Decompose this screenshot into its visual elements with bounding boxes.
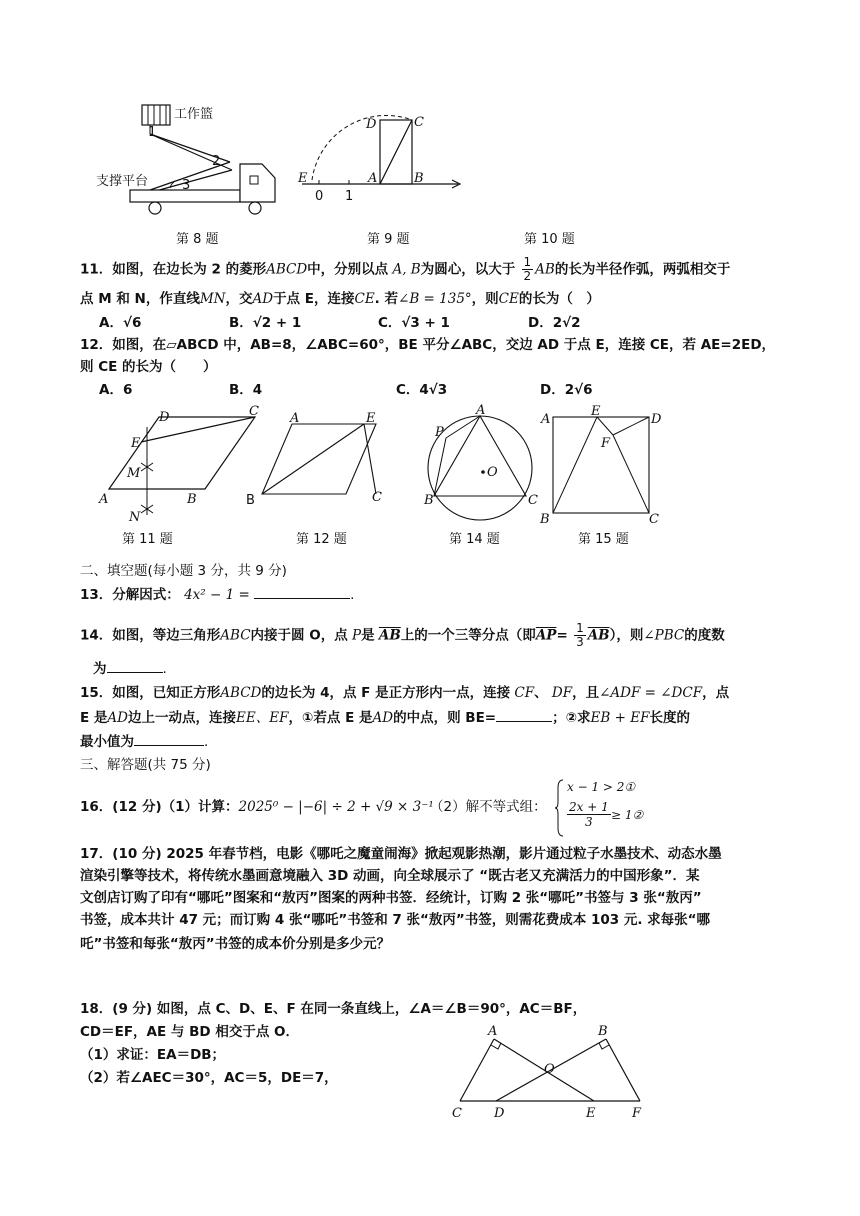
fig12-label-B: B: [246, 493, 255, 508]
q14-line1: 14．如图，等边三角形ABC内接于圆 O，点 P是 $\overline{AB}$上的一个三等分点（即$\overline{AP}=$ $\frac{1}{3}$ $\overline{AB}$），则∠PBC的度数: [80, 621, 725, 649]
q18-line2: CD＝EF，AE 与 BD 相交于点 O．: [80, 1024, 299, 1040]
fig15-label-E: E: [591, 404, 601, 419]
figure-15: [537, 405, 667, 525]
q14-answer-blank[interactable]: [107, 658, 163, 673]
fig18-label-C: C: [452, 1106, 462, 1121]
q15-line1: 15．如图，已知正方形ABCD的边长为 4，点 F 是正方形内一点，连接 CF、 DF，且∠ADF = ∠DCF，点: [80, 685, 730, 701]
fig14-label-C: C: [528, 493, 538, 508]
q12-line2: 则 CE 的长为（ ）: [80, 359, 217, 375]
angle-2-label: 2: [212, 154, 221, 169]
q13: 13．分解因式： 4x² − 1 = .: [80, 584, 354, 605]
caption-q8: 第 8 题: [176, 232, 219, 247]
fig14-label-B: B: [424, 493, 434, 508]
fig9-label-D: D: [366, 117, 377, 132]
q12-option-c[interactable]: C．4√3: [396, 382, 448, 398]
basket-label: 工作篮: [174, 107, 214, 122]
fig18-label-F: F: [632, 1106, 642, 1121]
fig18-label-O: O: [544, 1062, 555, 1077]
q16-part1: 16．(12 分)（1）计算：2025⁰ − |−6| ÷ 2 + √9 × 3⁻¹: [80, 799, 434, 815]
q15-be-answer-blank[interactable]: [496, 707, 552, 722]
q12-option-d[interactable]: D．2√6: [540, 382, 593, 398]
fig11-label-M: M: [127, 466, 141, 481]
fig11-label-B: B: [187, 492, 197, 507]
q11-option-d[interactable]: D．2√2: [528, 315, 581, 331]
fig9-label-B: B: [414, 171, 424, 186]
fig11-label-A: A: [99, 492, 109, 507]
fig15-label-B: B: [540, 512, 550, 527]
q16-inequality-system: x − 1 > 2① 2x + 1 3 ≥ 1②: [555, 778, 655, 838]
q17-line4: 书签，成本共计 47 元；而订购 4 张“哪吒”书签和 7 张“敖丙”书签，则需花费成本 103 元. 求每张“哪: [80, 912, 711, 928]
q17-line1: 17．(10 分) 2025 年春节档，电影《哪吒之魔童闹海》掀起观影热潮，影片通过粒子水墨技术、动态水墨: [80, 846, 722, 862]
q15-line3: 最小值为 .: [80, 731, 208, 752]
fig9-label-A: A: [368, 171, 378, 186]
figure-9: [292, 110, 472, 204]
q11-line1: 11．如图，在边长为 2 的菱形ABCD中，分别以点 A, B为圆心，以大于 $\frac{1}{2}$ AB的长为半径作弧，两弧相交于: [80, 255, 731, 283]
fig14-label-A: A: [476, 403, 486, 418]
fig15-label-C: C: [649, 512, 659, 527]
caption-q11: 第 11 题: [122, 532, 173, 547]
q12-line1: 12．如图，在▱ABCD 中，AB=8，∠ABC=60°，BE 平分∠ABC，交边 AD 于点 E，连接 CE，若 AE=2ED，: [80, 337, 776, 353]
figure-14: [420, 400, 550, 535]
fig15-label-D: D: [651, 412, 662, 427]
figure-11: [95, 405, 265, 525]
section-fill-in-title: 二、填空题(每小题 3 分，共 9 分): [80, 563, 287, 579]
q18-part2: （2）若∠AEC＝30°，AC＝5，DE＝7，: [80, 1070, 338, 1086]
fig9-label-1: 1: [345, 189, 354, 204]
q11-option-a[interactable]: A．√6: [99, 315, 142, 331]
caption-q9: 第 9 题: [367, 232, 410, 247]
fig12-label-C: C: [372, 490, 382, 505]
q14-line2: 为 .: [93, 658, 167, 679]
fig9-label-C: C: [414, 115, 424, 130]
fig15-label-A: A: [541, 412, 551, 427]
q18-line1: 18．(9 分) 如图，点 C、D、E、F 在同一条直线上，∠A＝∠B＝90°，AC＝BF，: [80, 1001, 587, 1017]
angle-3-label: 3: [182, 178, 191, 193]
q12-option-a[interactable]: A．6: [99, 382, 133, 398]
fig14-label-P: P: [435, 425, 444, 440]
q16-part2-label: （2）解不等式组：: [430, 799, 547, 815]
q13-answer-blank[interactable]: [254, 584, 350, 599]
fig12-label-A: A: [290, 411, 300, 426]
fig11-label-C: C: [249, 404, 259, 419]
q17-line5: 吒”书签和每张“敖丙”书签的成本价分别是多少元？: [80, 936, 391, 952]
fig11-label-N: N: [129, 510, 141, 525]
q11-option-c[interactable]: C．√3 + 1: [378, 315, 450, 331]
figure-12: [244, 410, 414, 510]
fig11-label-E: E: [131, 436, 141, 451]
fig18-label-B: B: [598, 1024, 608, 1039]
fig11-label-D: D: [159, 410, 170, 425]
q17-line3: 文创店订购了印有“哪吒”图案和“敖丙”图案的两种书签．经统计，订购 2 张“哪吒”书签与 3 张“敖丙”: [80, 890, 702, 906]
angle-1-label: 1: [148, 125, 157, 140]
q11-line2: 点 M 和 N，作直线MN，交AD于点 E，连接CE. 若∠B = 135°，则CE的长为（ ）: [80, 291, 600, 307]
q12-option-b[interactable]: B．4: [229, 382, 263, 398]
caption-q12: 第 12 题: [296, 532, 347, 547]
caption-q10: 第 10 题: [524, 232, 575, 247]
fig18-label-D: D: [494, 1106, 505, 1121]
fig15-label-F: F: [601, 436, 611, 451]
q15-min-answer-blank[interactable]: [134, 731, 204, 746]
fig14-label-O: O: [487, 465, 498, 480]
fig9-label-0: 0: [315, 189, 324, 204]
fig12-label-E: E: [366, 411, 376, 426]
figure-18: [450, 1025, 650, 1125]
q15-line2: E 是AD边上一动点，连接EE、EF，①若点 E 是AD的中点，则 BE= ；②求EB + EF长度的: [80, 707, 690, 728]
fig18-label-E: E: [586, 1106, 596, 1121]
section-answer-title: 三、解答题(共 75 分): [80, 757, 211, 773]
platform-label: 支撑平台: [96, 174, 149, 189]
q18-part1: （1）求证：EA＝DB；: [80, 1047, 226, 1063]
q17-line2: 渲染引擎等技术，将传统水墨画意境融入 3D 动画，向全球展示了 “既古老又充满活力的中国形象”．某: [80, 868, 700, 884]
caption-q15: 第 15 题: [578, 532, 629, 547]
fig18-label-A: A: [488, 1024, 498, 1039]
fig9-label-E: E: [298, 171, 308, 186]
caption-q14: 第 14 题: [449, 532, 500, 547]
q11-option-b[interactable]: B．√2 + 1: [229, 315, 302, 331]
